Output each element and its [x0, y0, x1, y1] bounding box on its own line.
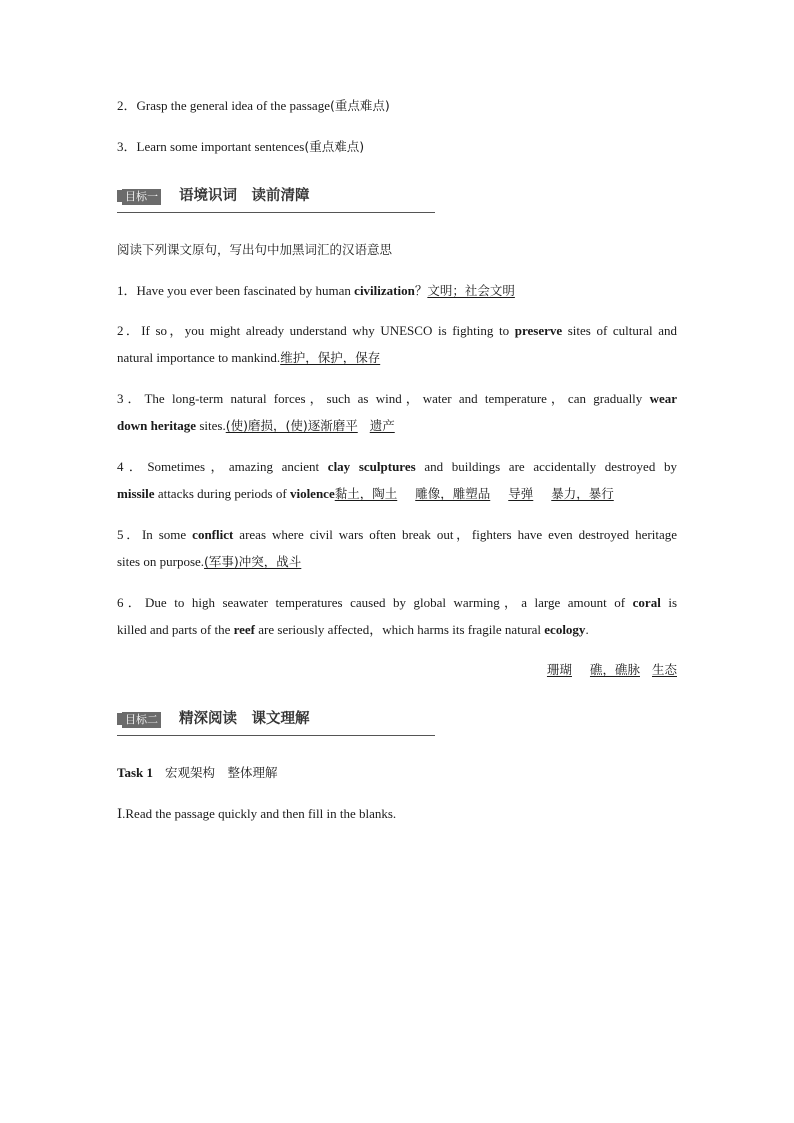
- section-title: 精深阅读 课文理解: [179, 711, 310, 727]
- sentence-6-line2: [117, 616, 677, 643]
- key-word: conflict: [192, 527, 234, 542]
- section-title: 语境识词 读前清障: [179, 188, 310, 204]
- key-word: wear: [649, 391, 677, 406]
- key-word: ecology: [544, 622, 586, 637]
- key-word: civilization: [354, 283, 415, 298]
- sentence-1: [117, 277, 677, 304]
- sentence-text: areas where civil wars often break out，fighters have even destroyed heritage: [233, 527, 677, 542]
- answer: 暴力，暴行: [551, 486, 614, 501]
- sentence-text: and buildings are accidentally destroyed by: [415, 459, 677, 474]
- answer: (使)磨损，(使)逐渐磨平: [225, 418, 358, 433]
- objective-note: (重点难点): [304, 139, 365, 154]
- sentence-text: 5．In some: [117, 527, 193, 542]
- key-word: preserve: [514, 323, 563, 338]
- section-heading-1: [117, 186, 435, 213]
- answer: (军事)冲突，战斗: [204, 554, 302, 569]
- punct: .: [585, 622, 589, 637]
- answer: 遗产: [369, 418, 395, 433]
- objective-text: 2．Grasp the general idea of the passage: [117, 98, 330, 113]
- sentence-text: attacks during periods of: [154, 486, 290, 501]
- sentence-5-line2: [117, 548, 677, 575]
- objective-2: [117, 92, 677, 119]
- sentence-text: sites on purpose.: [117, 554, 205, 569]
- sentence-text: sites of cultural and: [562, 323, 677, 338]
- objective-3: [117, 133, 677, 160]
- sentence-4-line1: [117, 453, 677, 480]
- answer: 生态: [651, 662, 677, 677]
- sentence-text: sites.: [196, 418, 226, 433]
- task-instruction: Ⅰ.Read the passage quickly and then fill in the blanks.: [117, 806, 397, 821]
- punct: ？: [414, 283, 428, 298]
- section-tag: 目标一: [122, 189, 161, 205]
- sentence-5-line1: [117, 521, 677, 548]
- sentence-text: is: [660, 595, 677, 610]
- answer: 文明；社会文明: [427, 283, 515, 298]
- objective-text: 3．Learn some important sentences: [117, 139, 305, 154]
- task-title: 宏观架构 整体理解: [165, 765, 278, 780]
- sentence-text: 1．Have you ever been fascinated by human: [117, 283, 355, 298]
- key-word: reef: [233, 622, 256, 637]
- sentence-3-line2: [117, 412, 677, 439]
- key-word: down heritage: [117, 418, 197, 433]
- objective-note: (重点难点): [329, 98, 390, 113]
- sentence-2-line1: [117, 317, 677, 344]
- sentence-6-answers: [117, 656, 677, 683]
- key-word: coral: [632, 595, 661, 610]
- task-label: Task 1: [117, 765, 154, 780]
- answer: 礁，礁脉: [589, 662, 640, 677]
- answer: 珊瑚: [546, 662, 572, 677]
- key-word: missile: [117, 486, 155, 501]
- sentence-text: 6．Due to high seawater temperatures caused by global warming，a large amount of: [117, 595, 633, 610]
- sentence-4-line2: [117, 480, 677, 507]
- task-heading: [117, 759, 677, 786]
- section-tag: 目标二: [122, 712, 161, 728]
- sentence-text: are seriously affected，which harms its fragile natural: [255, 622, 545, 637]
- sentence-6-line1: [117, 589, 677, 616]
- sentence-text: 3．The long-term natural forces，such as wind，water and temperature，can gradually: [117, 391, 650, 406]
- sentence-text: 2．If so，you might already understand why UNESCO is fighting to: [117, 323, 515, 338]
- answer: 导弹: [508, 486, 534, 501]
- sentence-3-line1: [117, 385, 677, 412]
- key-word: violence: [289, 486, 335, 501]
- instruction-text: 阅读下列课文原句，写出句中加黑词汇的汉语意思: [117, 242, 393, 257]
- key-word: clay sculptures: [327, 459, 416, 474]
- section-heading-2: [117, 709, 435, 736]
- sentence-text: natural importance to mankind.: [117, 350, 281, 365]
- answer: 维护，保护，保存: [280, 350, 381, 365]
- sentence-2-line2: [117, 344, 677, 371]
- sentence-text: 4．Sometimes，amazing ancient: [117, 459, 328, 474]
- answer: 雕像，雕塑品: [415, 486, 491, 501]
- sentence-text: killed and parts of the: [117, 622, 234, 637]
- answer: 黏土，陶土: [334, 486, 398, 501]
